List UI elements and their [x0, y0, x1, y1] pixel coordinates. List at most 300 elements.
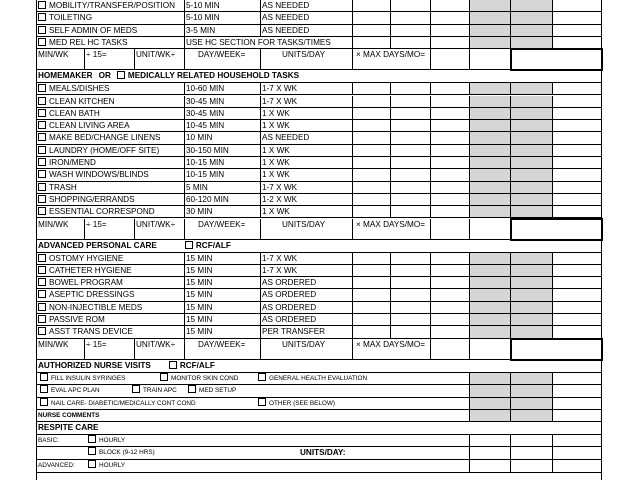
task-row [36, 12, 602, 24]
time-estimate: 10-45 MIN [186, 121, 225, 131]
column-rule [184, 25, 185, 36]
column-rule [352, 12, 353, 23]
task-cell [38, 194, 184, 205]
frequency: 1 X WK [262, 170, 290, 180]
nurse-task [188, 385, 418, 397]
column-rule [469, 83, 470, 94]
total-box[interactable] [510, 338, 603, 361]
column-rule [390, 132, 391, 143]
column-rule [430, 265, 431, 276]
column-rule [469, 206, 470, 217]
task-label: CLEAN KITCHEN [49, 96, 115, 106]
column-rule [430, 145, 431, 156]
column-rule [469, 373, 470, 385]
units-day-label: UNITS/DAY [282, 50, 326, 60]
task-row [36, 169, 602, 181]
column-rule [552, 157, 553, 168]
column-rule [510, 37, 511, 48]
column-rule [510, 302, 511, 313]
column-rule [552, 12, 553, 23]
homemaker-label: HOMEMAKER [38, 71, 93, 81]
task-checkbox[interactable] [38, 158, 46, 166]
section-header [36, 360, 602, 373]
column-rule [184, 277, 185, 288]
section-title [38, 240, 602, 252]
task-label: NON-INJECTIBLE MEDS [49, 302, 143, 312]
column-rule [352, 277, 353, 288]
hourly-advanced-checkbox[interactable] [88, 460, 96, 468]
nail-care-label: NAIL CARE- DIABETIC/MEDICALLY CONT COND [51, 399, 196, 407]
column-rule [184, 157, 185, 168]
time-estimate: 60-120 MIN [186, 194, 229, 204]
task-row [36, 145, 602, 157]
task-checkbox[interactable] [38, 266, 46, 274]
column-rule [430, 206, 431, 217]
time-estimate: 15 MIN [186, 327, 213, 337]
frequency: 1-7 X WK [262, 96, 298, 106]
task-checkbox[interactable] [38, 290, 46, 298]
time-estimate: 15 MIN [186, 302, 213, 312]
task-row [36, 120, 602, 132]
total-box[interactable] [510, 218, 603, 241]
task-cell [38, 96, 184, 107]
column-rule [260, 132, 261, 143]
task-cell [38, 182, 184, 193]
column-rule [390, 194, 391, 205]
column-rule [430, 169, 431, 180]
frequency: AS NEEDED [262, 13, 310, 23]
respite-advanced-row [36, 460, 602, 473]
column-rule [552, 373, 553, 385]
column-rule [352, 326, 353, 337]
task-row [36, 0, 602, 12]
column-rule [469, 108, 470, 119]
column-rule [510, 83, 511, 94]
column-rule [260, 83, 261, 94]
column-rule [510, 314, 511, 325]
column-rule [430, 83, 431, 94]
column-rule [430, 194, 431, 205]
column-rule [469, 169, 470, 180]
column-rule [469, 132, 470, 143]
max-days-label: × MAX DAYS/MO= [356, 219, 426, 229]
task-cell [38, 145, 184, 156]
column-rule [430, 157, 431, 168]
nurse-task-row [36, 398, 602, 411]
column-rule [390, 12, 391, 23]
column-rule [184, 265, 185, 276]
task-label: CATHETER HYGIENE [49, 265, 132, 275]
task-checkbox[interactable] [38, 97, 46, 105]
block-checkbox[interactable] [88, 447, 96, 455]
column-rule [260, 277, 261, 288]
time-estimate: 15 MIN [186, 253, 213, 263]
column-rule [469, 314, 470, 325]
task-row [36, 277, 602, 289]
column-rule [469, 25, 470, 36]
nurse-comments-label: NURSE COMMENTS [38, 412, 100, 420]
column-rule [390, 277, 391, 288]
column-rule [260, 157, 261, 168]
column-rule [390, 326, 391, 337]
column-rule [184, 96, 185, 107]
advanced-label: ADVANCED: [38, 462, 75, 470]
column-rule [469, 447, 470, 459]
task-label: ASST TRANS DEVICE [49, 327, 133, 337]
frequency: PER TRANSFER [262, 327, 326, 337]
column-rule [184, 326, 185, 337]
nail-care-checkbox[interactable] [40, 398, 48, 406]
column-rule [390, 145, 391, 156]
frequency: AS NEEDED [262, 133, 310, 143]
task-cell [38, 25, 184, 36]
task-label: MED REL HC TASKS [49, 37, 128, 47]
column-rule [469, 157, 470, 168]
column-rule [469, 339, 470, 359]
other-checkbox[interactable] [258, 398, 266, 406]
hourly-advanced-option [88, 460, 208, 472]
task-label: CLEAN LIVING AREA [49, 121, 130, 131]
task-checkbox[interactable] [38, 315, 46, 323]
column-rule [352, 0, 353, 11]
frequency: 1 X WK [262, 158, 290, 167]
nurse-visits-label: AUTHORIZED NURSE VISITS [38, 360, 151, 370]
time-estimate: 30-45 MIN [186, 108, 225, 118]
task-cell [38, 37, 184, 48]
task-checkbox[interactable] [38, 278, 46, 286]
units-day-label: UNITS/DAY: [300, 448, 346, 458]
time-estimate: 5-10 MIN [186, 1, 220, 10]
section-title [38, 70, 602, 82]
nurse-task [258, 373, 488, 385]
column-rule [260, 314, 261, 325]
column-rule [430, 12, 431, 23]
column-rule [510, 25, 511, 36]
column-rule [430, 25, 431, 36]
task-checkbox[interactable] [38, 327, 46, 335]
divide-label: ÷ 15= [86, 219, 107, 229]
task-row [36, 265, 602, 277]
task-checkbox[interactable] [38, 133, 46, 141]
column-rule [260, 326, 261, 337]
task-cell [38, 12, 184, 23]
general-health-checkbox[interactable] [258, 373, 266, 381]
column-rule [184, 182, 185, 193]
column-rule [352, 206, 353, 217]
column-rule [184, 132, 185, 143]
column-rule [430, 326, 431, 337]
task-row [36, 314, 602, 326]
time-estimate: 3-5 MIN [186, 25, 216, 35]
frequency: AS NEEDED [262, 25, 310, 35]
med-setup-label: MED SETUP [199, 387, 237, 395]
frequency: AS ORDERED [262, 290, 317, 300]
task-cell [38, 108, 184, 119]
frequency: 1 X WK [262, 108, 290, 118]
column-rule [390, 0, 391, 11]
or-label: OR [98, 71, 111, 81]
task-cell [38, 120, 184, 131]
medically-related-checkbox[interactable] [117, 71, 125, 79]
column-rule [390, 120, 391, 131]
other-label: OTHER (SEE BELOW) [269, 399, 336, 407]
column-rule [430, 219, 431, 239]
time-estimate: 15 MIN [186, 265, 213, 275]
unit-wk-label: UNIT/WK÷ [136, 50, 176, 60]
column-rule [184, 169, 185, 180]
column-rule [184, 83, 185, 94]
column-rule [352, 265, 353, 276]
total-box[interactable] [510, 48, 603, 71]
column-rule [352, 108, 353, 119]
respite-care-label: RESPITE CARE [38, 423, 99, 433]
column-rule [552, 265, 553, 276]
column-rule [260, 108, 261, 119]
column-rule [510, 0, 511, 11]
column-rule [510, 108, 511, 119]
column-rule [352, 37, 353, 48]
task-label: ESSENTIAL CORRESPOND [49, 207, 155, 217]
time-estimate: 10-15 MIN [186, 158, 225, 167]
task-label: TOILETING [49, 13, 93, 23]
column-rule [184, 339, 185, 359]
nurse-task-row [36, 385, 602, 398]
column-rule [430, 253, 431, 264]
column-rule [390, 289, 391, 300]
column-rule [260, 194, 261, 205]
section-header [36, 422, 602, 435]
task-cell [38, 253, 184, 264]
column-rule [260, 289, 261, 300]
column-rule [184, 12, 185, 23]
column-rule [430, 339, 431, 359]
column-rule [510, 277, 511, 288]
column-rule [390, 302, 391, 313]
column-rule [510, 385, 511, 397]
eval-apc-label: EVAL APC PLAN [51, 387, 100, 395]
column-rule [552, 253, 553, 264]
time-estimate: 30-150 MIN [186, 145, 229, 155]
task-row [36, 96, 602, 108]
column-rule [184, 314, 185, 325]
column-rule [430, 277, 431, 288]
column-rule [552, 206, 553, 217]
column-rule [260, 0, 261, 11]
column-rule [510, 398, 511, 410]
column-rule [430, 302, 431, 313]
column-rule [552, 314, 553, 325]
column-rule [552, 385, 553, 397]
task-cell [38, 157, 184, 168]
max-days-label: × MAX DAYS/MO= [356, 339, 426, 349]
column-rule [352, 25, 353, 36]
time-estimate: 10 MIN [186, 133, 213, 143]
column-rule [390, 37, 391, 48]
column-rule [184, 108, 185, 119]
column-rule [430, 37, 431, 48]
fill-insulin-checkbox[interactable] [40, 373, 48, 381]
task-cell [38, 289, 184, 300]
column-rule [552, 37, 553, 48]
section-title [38, 360, 602, 372]
column-rule [552, 132, 553, 143]
column-rule [352, 145, 353, 156]
column-rule [510, 289, 511, 300]
day-week-label: DAY/WEEK= [198, 339, 246, 349]
task-checkbox[interactable] [38, 109, 46, 117]
task-cell [38, 326, 184, 337]
column-rule [260, 206, 261, 217]
max-days-label: × MAX DAYS/MO= [356, 50, 426, 60]
column-rule [469, 120, 470, 131]
column-rule [552, 25, 553, 36]
column-rule [552, 410, 553, 421]
column-rule [184, 289, 185, 300]
task-checkbox[interactable] [38, 146, 46, 154]
fill-insulin-label: FILL INSULIN SYRINGES [51, 374, 126, 382]
column-rule [184, 49, 185, 69]
task-checkbox[interactable] [38, 121, 46, 129]
column-rule [260, 12, 261, 23]
column-rule [510, 460, 511, 472]
task-checkbox[interactable] [38, 254, 46, 262]
task-checkbox[interactable] [38, 84, 46, 92]
column-rule [390, 108, 391, 119]
column-rule [510, 447, 511, 459]
task-label: OSTOMY HYGIENE [49, 253, 124, 263]
frequency: 1 X WK [262, 121, 290, 131]
column-rule [390, 253, 391, 264]
task-checkbox[interactable] [38, 303, 46, 311]
column-rule [390, 314, 391, 325]
basic-label: BASIC: [38, 437, 59, 445]
column-rule [430, 182, 431, 193]
column-rule [352, 219, 353, 239]
column-rule [552, 289, 553, 300]
column-rule [469, 145, 470, 156]
column-rule [184, 206, 185, 217]
frequency: AS NEEDED [262, 1, 310, 10]
column-rule [510, 206, 511, 217]
column-rule [469, 96, 470, 107]
column-rule [552, 326, 553, 337]
column-rule [352, 169, 353, 180]
time-estimate: 10-60 MIN [186, 84, 225, 94]
divide-label: ÷ 15= [86, 339, 107, 349]
column-rule [260, 253, 261, 264]
train-apc-checkbox[interactable] [132, 385, 140, 393]
task-label: WASH WINDOWS/BLINDS [49, 170, 149, 180]
units-day-label: UNITS/DAY [282, 339, 326, 349]
calculation-row [36, 339, 602, 360]
task-checkbox[interactable] [38, 170, 46, 178]
column-rule [552, 169, 553, 180]
monitor-skin-checkbox[interactable] [160, 373, 168, 381]
column-rule [352, 302, 353, 313]
column-rule [510, 326, 511, 337]
respite-basic-row [36, 435, 602, 447]
column-rule [469, 219, 470, 239]
frequency: 1-7 X WK [262, 84, 298, 94]
task-checkbox[interactable] [38, 13, 46, 21]
column-rule [552, 398, 553, 410]
column-rule [510, 169, 511, 180]
column-rule [552, 0, 553, 11]
column-rule [469, 253, 470, 264]
column-rule [260, 219, 261, 239]
column-rule [390, 157, 391, 168]
task-cell [38, 206, 184, 217]
general-health-label: GENERAL HEALTH EVALUATION [269, 374, 368, 382]
column-rule [184, 145, 185, 156]
column-rule [84, 219, 85, 239]
column-rule [552, 145, 553, 156]
column-rule [352, 253, 353, 264]
hourly-checkbox[interactable] [88, 435, 96, 443]
column-rule [184, 37, 185, 48]
task-row [36, 194, 602, 206]
column-rule [430, 96, 431, 107]
unit-wk-label: UNIT/WK÷ [136, 219, 176, 229]
task-checkbox[interactable] [38, 207, 46, 215]
task-cell [38, 277, 184, 288]
column-rule [430, 49, 431, 69]
task-row [36, 253, 602, 265]
column-rule [184, 219, 185, 239]
column-rule [352, 157, 353, 168]
task-checkbox[interactable] [38, 1, 46, 9]
section-header [36, 240, 602, 253]
column-rule [352, 339, 353, 359]
nurse-rcf-alf-checkbox[interactable] [169, 361, 177, 369]
column-rule [552, 120, 553, 131]
task-row [36, 132, 602, 144]
nurse-task [258, 398, 488, 410]
block-option [88, 447, 248, 459]
medically-related-label: MEDICALLY RELATED HOUSEHOLD TASKS [127, 71, 300, 81]
monitor-skin-label: MONITOR SKIN COND [171, 374, 239, 382]
time-estimate: 15 MIN [186, 278, 213, 288]
task-cell [38, 265, 184, 276]
column-rule [184, 253, 185, 264]
column-rule [552, 447, 553, 459]
column-rule [510, 194, 511, 205]
task-checkbox[interactable] [38, 195, 46, 203]
task-label: MOBILITY/TRANSFER/POSITION [49, 1, 176, 10]
task-cell [38, 83, 184, 94]
task-checkbox[interactable] [38, 38, 46, 46]
nurse-rcf-alf-label: RCF/ALF [179, 360, 215, 370]
column-rule [552, 108, 553, 119]
rcf-alf-checkbox[interactable] [185, 241, 193, 249]
column-rule [430, 0, 431, 11]
column-rule [469, 302, 470, 313]
column-rule [430, 132, 431, 143]
column-rule [552, 277, 553, 288]
task-label: ASEPTIC DRESSINGS [49, 290, 135, 300]
eval-apc-checkbox[interactable] [40, 385, 48, 393]
divide-label: ÷ 15= [86, 50, 107, 60]
min-wk-label: MIN/WK [38, 219, 69, 229]
task-checkbox[interactable] [38, 26, 46, 34]
column-rule [260, 145, 261, 156]
column-rule [469, 277, 470, 288]
time-estimate: 30-45 MIN [186, 96, 225, 106]
task-checkbox[interactable] [38, 183, 46, 191]
time-estimate: 10-15 MIN [186, 170, 225, 180]
task-row [36, 108, 602, 120]
med-setup-checkbox[interactable] [188, 385, 196, 393]
